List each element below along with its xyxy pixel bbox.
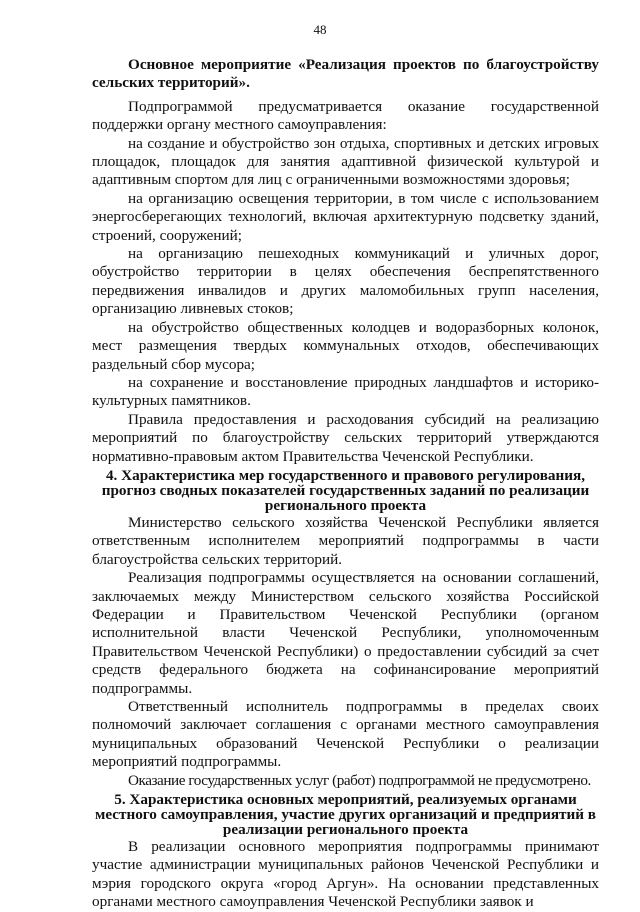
page-number: 48 — [313, 22, 327, 37]
paragraph: Реализация подпрограммы осуществляется на основании соглашений, заключаемых между Министерством сельского хозяйства Российской Федерации и Правительством Чеченской Республики (органом исполнительной власти Чеченской Республики, уполномоченным Правительством Чеченской Республики) о предоставлении субсидий за счет средств федерального бюджета на софинансирование мероприятий подпрограммы. — [92, 569, 599, 697]
paragraph: Правила предоставления и расходования субсидий на реализацию мероприятий по благоустройству сельских территорий утверждаются нормативно-правовым актом Правительства Чеченской Республики. — [92, 410, 599, 465]
paragraph: Ответственный исполнитель подпрограммы в пределах своих полномочий заключает соглашения с органами местного самоуправления муниципальных образований Чеченской Республики о реализации мероприятий подпрограммы. — [92, 698, 599, 771]
list-item: на создание и обустройство зон отдыха, спортивных и детских игровых площадок, площадок для занятия адаптивной физической культурой и адаптивным спортом для лиц с ограниченными возможностями здоровья; — [92, 134, 599, 189]
paragraph: Министерство сельского хозяйства Чеченской Республики является ответственным исполнителем мероприятий подпрограммы в части благоустройства сельских территорий. — [92, 513, 599, 568]
section-heading-5: 5. Характеристика основных мероприятий, реализуемых органами местного самоуправления, участие других организаций и предприятий в реализации регионального проекта — [94, 791, 597, 839]
paragraph: Оказание государственных услуг (работ) подпрограммой не предусмотрено. — [128, 771, 591, 789]
list-item: на обустройство общественных колодцев и водоразборных колонок, мест размещения твердых коммунальных отходов, обеспечивающих раздельный сбор мусора; — [92, 318, 599, 373]
list-item: на сохранение и восстановление природных ландшафтов и историко-культурных памятников. — [92, 373, 599, 410]
list-item: на организацию освещения территории, в том числе с использованием энергосберегающих технологий, включая архитектурную подсветку зданий, строений, сооружений; — [92, 189, 599, 244]
subsection-title: Основное мероприятие «Реализация проектов по благоустройству сельских территорий». — [92, 56, 599, 92]
page-content — [92, 56, 599, 912]
paragraph: В реализации основного мероприятия подпрограммы принимают участие администрации муниципальных районов Чеченской Республики и мэрия городского округа «город Аргун». На основании представленных органами местного самоуправления Чеченской Республики заявок и — [92, 838, 599, 911]
list-item: на организацию пешеходных коммуникаций и уличных дорог, обустройство территории в целях обеспечения беспрепятственного передвижения инвалидов и других маломобильных групп населения, организацию ливневых стоков; — [92, 245, 599, 318]
section-heading-4: 4. Характеристика мер государственного и правового регулирования, прогноз сводных показателей государственных заданий по реализации регионального проекта — [101, 466, 590, 514]
paragraph: Подпрограммой предусматривается оказание государственной поддержки органу местного самоуправления: — [92, 97, 599, 134]
